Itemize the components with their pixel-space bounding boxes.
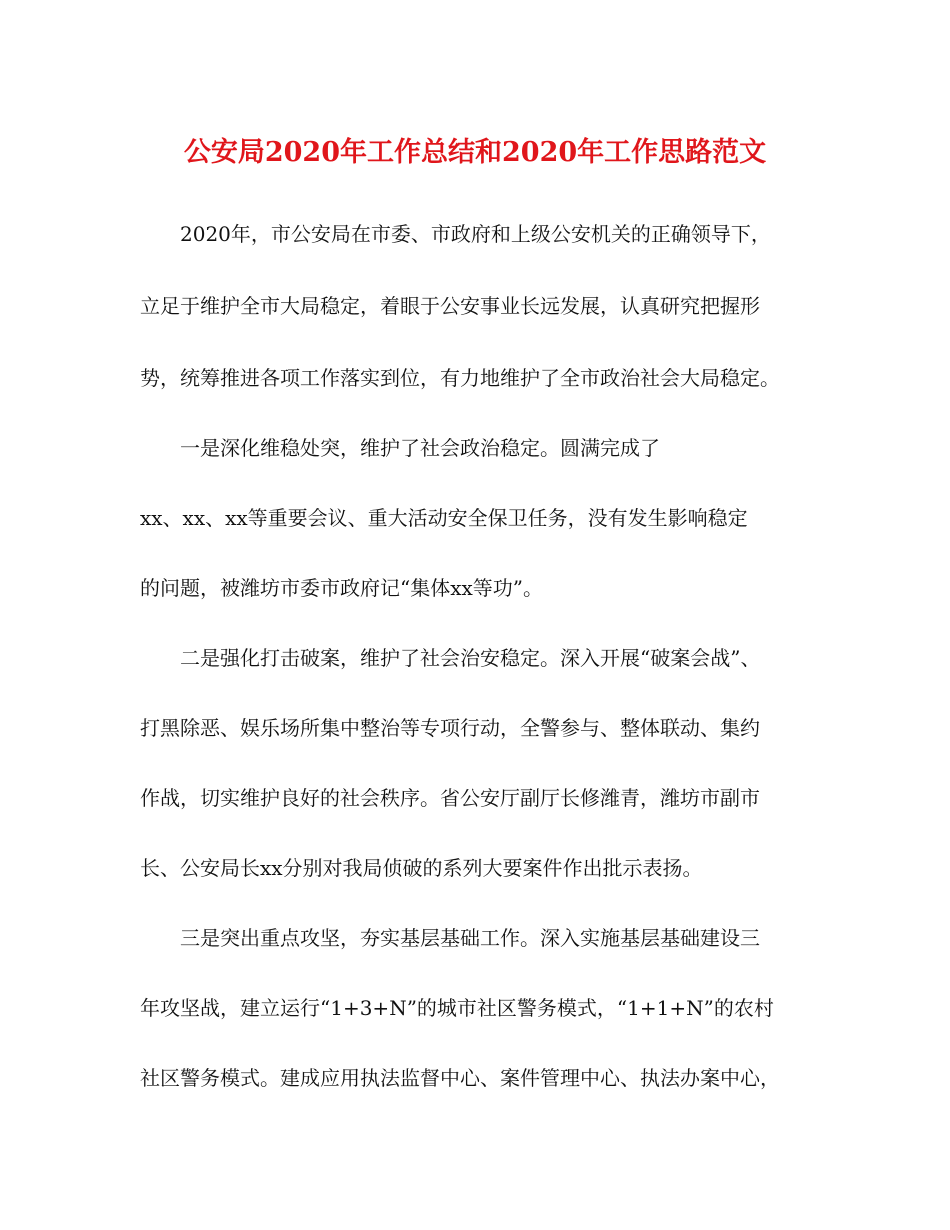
paragraph-line: 立足于维护全市大局稳定，着眼于公安事业长远发展，认真研究把握形 bbox=[140, 294, 760, 318]
paragraph-line: 的问题，被潍坊市委市政府记“集体xx等功”。 bbox=[140, 576, 544, 600]
paragraph-line: 2020年，市公安局在市委、市政府和上级公安机关的正确领导下， bbox=[180, 222, 771, 246]
paragraph-line: 长、公安局长xx分别对我局侦破的系列大要案件作出批示表扬。 bbox=[140, 856, 703, 880]
paragraph-line: 一是深化维稳处突，维护了社会政治稳定。圆满完成了 bbox=[180, 436, 660, 460]
paragraph-line: 年攻坚战，建立运行“1+3+N”的城市社区警务模式，“1+1+N”的农村 bbox=[140, 996, 774, 1020]
paragraph-line: 作战，切实维护良好的社会秩序。省公安厅副厅长修潍青，潍坊市副市 bbox=[140, 786, 760, 810]
paragraph-line: 势，统筹推进各项工作落实到位，有力地维护了全市政治社会大局稳定。 bbox=[140, 366, 780, 390]
document-title: 公安局2020年工作总结和2020年工作思路范文 bbox=[183, 137, 767, 168]
paragraph-line: 打黑除恶、娱乐场所集中整治等专项行动，全警参与、整体联动、集约 bbox=[140, 716, 760, 740]
paragraph-line: 二是强化打击破案，维护了社会治安稳定。深入开展“破案会战”、 bbox=[180, 646, 761, 670]
paragraph-line: xx、xx、xx等重要会议、重大活动安全保卫任务，没有发生影响稳定 bbox=[140, 506, 748, 530]
paragraph-line: 社区警务模式。建成应用执法监督中心、案件管理中心、执法办案中心， bbox=[140, 1066, 780, 1090]
paragraph-line: 三是突出重点攻坚，夯实基层基础工作。深入实施基层基础建设三 bbox=[180, 926, 760, 950]
